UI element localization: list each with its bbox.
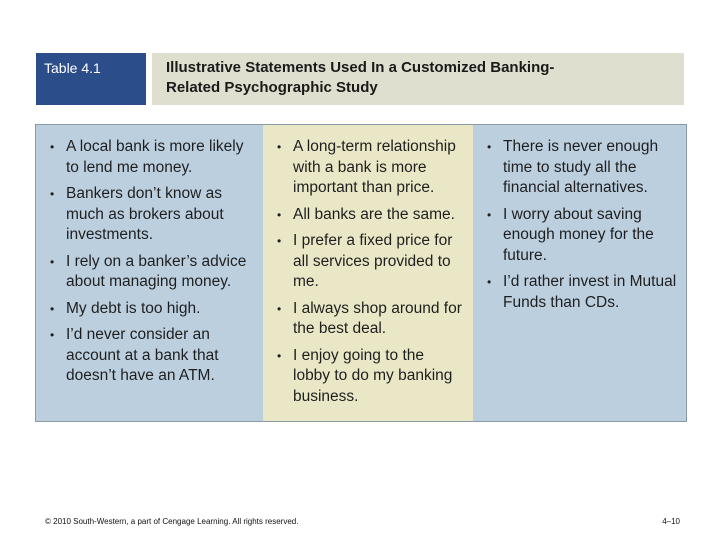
bullet-icon: • [487,207,492,222]
statement-item [48,137,255,178]
statement-text: A long-term relationship with a bank is more important than price. [293,138,456,196]
statement-text: I’d never consider an account at a bank that doesn’t have an ATM. [66,326,219,384]
statement-item [48,299,255,320]
bullet-icon: • [50,301,55,316]
title-bar [152,53,684,105]
statement-text: I always shop around for the best deal. [293,299,462,337]
statement-item [48,184,255,246]
table-title-line-1: Illustrative Statements Used In a Customized Banking- [166,59,555,76]
bullet-icon: • [277,348,282,363]
bullet-icon: • [487,140,492,154]
statement-list [485,137,678,313]
statement-item [485,205,678,267]
statement-text: All banks are the same. [293,205,455,223]
statements-table [35,124,687,422]
statement-item [485,137,678,199]
statement-text: A local bank is more likely to lend me money. [66,138,244,176]
statement-text: Bankers don’t know as much as brokers about investments. [66,185,224,243]
bullet-icon: • [50,187,55,201]
statement-text: I’d rather invest in Mutual Funds than CDs. [503,273,677,311]
statement-item [275,231,465,293]
statement-text: I rely on a banker’s advice about managing money. [66,252,247,290]
table-title [166,58,684,98]
statement-text: I enjoy going to the lobby to do my banking business. [293,346,453,405]
page-number: 4–10 [662,517,680,526]
bullet-icon: • [50,254,55,269]
table-title-line-2: Related Psychographic Study [166,79,378,96]
statement-list [275,137,465,407]
copyright-notice: © 2010 South-Western, a part of Cengage Learning. All rights reserved. [45,517,299,526]
statement-column-2 [263,125,473,421]
statement-text: I worry about saving enough money for the future. [503,205,654,264]
statement-item [275,346,465,408]
statement-column-1 [36,125,263,421]
bullet-icon: • [277,301,282,316]
bullet-icon: • [277,140,282,154]
bullet-icon: • [50,140,55,154]
statement-item [275,137,465,199]
statement-item [485,272,678,313]
bullet-icon: • [50,328,55,342]
bullet-icon: • [277,234,282,248]
table-number-label [36,53,146,105]
statement-text: My debt is too high. [66,299,201,317]
statement-item [48,325,255,387]
statement-text: I prefer a fixed price for all services provided to me. [293,232,453,290]
table-number-text: Table 4.1 [44,60,101,76]
statement-item [48,252,255,293]
bullet-icon: • [487,275,492,289]
statement-list [48,137,255,387]
statement-text: There is never enough time to study all the financial alternatives. [503,138,659,196]
statement-column-3 [473,125,686,421]
bullet-icon: • [277,207,282,222]
statement-item [275,205,465,226]
statement-item [275,299,465,340]
